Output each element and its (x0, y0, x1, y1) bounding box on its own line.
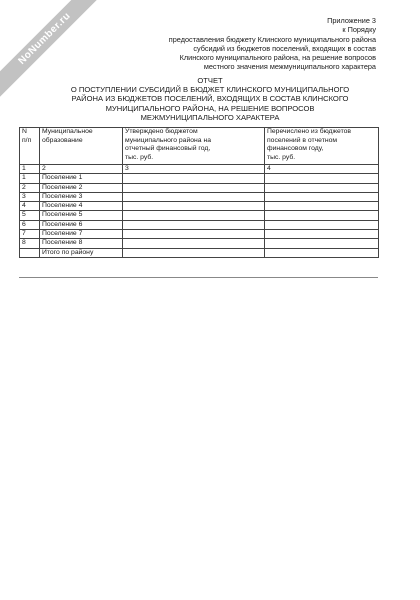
total-transferred-value (265, 248, 379, 257)
table-row (20, 192, 379, 201)
column-number-cell: 4 (265, 165, 379, 174)
row-approved-value (123, 202, 265, 211)
title-line: МУНИЦИПАЛЬНОГО РАЙОНА, НА РЕШЕНИЕ ВОПРОСОВ (105, 103, 315, 113)
header-text: N (22, 128, 27, 135)
row-number: 6 (20, 220, 40, 229)
table-row (20, 174, 379, 183)
appendix-block (169, 16, 376, 72)
table-row (20, 239, 379, 248)
column-number-cell: 1 (20, 165, 40, 174)
header-text: поселений в отчетном (267, 136, 338, 144)
header-text: п/п (22, 136, 32, 144)
row-transferred-value (265, 202, 379, 211)
table-row (20, 220, 379, 229)
row-number: 3 (20, 192, 40, 201)
title-line: МЕЖМУНИЦИПАЛЬНОГО ХАРАКТЕРА (140, 112, 280, 122)
header-text: тыс. руб. (125, 153, 154, 161)
row-transferred-value (265, 220, 379, 229)
header-text: финансовом году, (267, 145, 324, 153)
total-row (20, 248, 379, 257)
row-approved-value (123, 192, 265, 201)
header-text: Утверждено бюджетом (125, 128, 198, 135)
appendix-line: местного значения межмуниципального характера (203, 62, 376, 72)
header-text: Муниципальное (42, 128, 93, 135)
row-settlement-name: Поселение 8 (40, 239, 123, 248)
appendix-line: Приложение 3 (327, 16, 376, 25)
row-transferred-value (265, 211, 379, 220)
total-approved-value (123, 248, 265, 257)
table-row (20, 202, 379, 211)
report-table (19, 127, 379, 258)
row-settlement-name: Поселение 3 (40, 192, 123, 201)
row-settlement-name: Поселение 2 (40, 183, 123, 192)
header-text: Перечислено из бюджетов (267, 128, 352, 135)
row-approved-value (123, 239, 265, 248)
header-cell-number (20, 128, 40, 165)
row-approved-value (123, 174, 265, 183)
header-text: муниципального района на (125, 136, 211, 144)
row-transferred-value (265, 192, 379, 201)
total-number (20, 248, 40, 257)
appendix-line: предоставления бюджету Клинского муниципального района (168, 34, 376, 44)
column-number-row (20, 165, 379, 174)
row-transferred-value (265, 174, 379, 183)
row-number: 7 (20, 230, 40, 239)
row-settlement-name: Поселение 7 (40, 230, 123, 239)
appendix-line: Клинского муниципального района, на решение вопросов (179, 53, 376, 63)
table-header-row (20, 128, 379, 165)
column-number-cell: 2 (40, 165, 123, 174)
table-row (20, 230, 379, 239)
row-approved-value (123, 230, 265, 239)
title-line: О ПОСТУПЛЕНИИ СУБСИДИЙ В БЮДЖЕТ КЛИНСКОГО МУНИЦИПАЛЬНОГО (70, 85, 350, 95)
row-settlement-name: Поселение 6 (40, 220, 123, 229)
header-text: тыс. руб. (267, 153, 296, 161)
table-row (20, 183, 379, 192)
header-text: образование (42, 136, 83, 144)
row-transferred-value (265, 239, 379, 248)
row-approved-value (123, 220, 265, 229)
row-settlement-name: Поселение 4 (40, 202, 123, 211)
row-number: 8 (20, 239, 40, 248)
row-settlement-name: Поселение 5 (40, 211, 123, 220)
title-line: ОТЧЕТ (197, 76, 223, 85)
header-cell-approved (123, 128, 265, 165)
header-cell-municipality (40, 128, 123, 165)
row-transferred-value (265, 183, 379, 192)
row-number: 1 (20, 174, 40, 183)
header-text: отчетный финансовый год, (125, 145, 211, 153)
row-transferred-value (265, 230, 379, 239)
row-approved-value (123, 183, 265, 192)
column-number-cell: 3 (123, 165, 265, 174)
watermark: NoNumber.ru (0, 0, 104, 98)
row-settlement-name: Поселение 1 (40, 174, 123, 183)
row-number: 2 (20, 183, 40, 192)
header-cell-transferred (265, 128, 379, 165)
row-number: 4 (20, 202, 40, 211)
page-divider (19, 277, 378, 278)
report-title (40, 76, 380, 122)
title-line: РАЙОНА ИЗ БЮДЖЕТОВ ПОСЕЛЕНИЙ, ВХОДЯЩИХ В СОСТАВ КЛИНСКОГО (71, 94, 349, 104)
appendix-line: к Порядку (342, 25, 376, 35)
appendix-line: субсидий из бюджетов поселений, входящих в состав (193, 43, 376, 53)
total-label: Итого по району (40, 248, 123, 257)
table-row (20, 211, 379, 220)
row-approved-value (123, 211, 265, 220)
row-number: 5 (20, 211, 40, 220)
